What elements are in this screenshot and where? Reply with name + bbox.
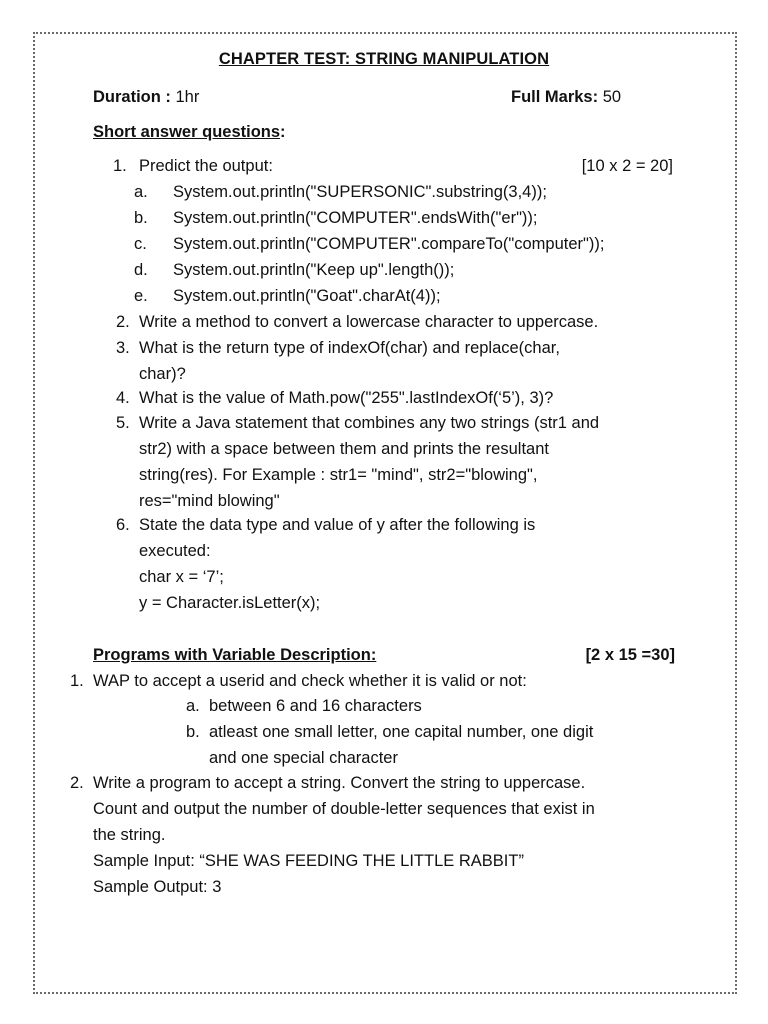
question-5-text-line-2: str2) with a space between them and prints the resultant: [139, 440, 549, 458]
section-a-heading: [93, 119, 286, 145]
question-4-number: 4.: [116, 389, 130, 407]
question-1d-letter: d.: [134, 261, 148, 279]
question-1e-text: System.out.println("Goat".charAt(4));: [173, 287, 441, 305]
program-2-sample-output: Sample Output: 3: [93, 878, 222, 896]
question-1-marks: [10 x 2 = 20]: [581, 157, 673, 175]
question-6-text-line-2: executed:: [139, 542, 211, 560]
program-1a-text: between 6 and 16 characters: [209, 697, 422, 715]
question-1c-text: System.out.println("COMPUTER".compareTo("computer"));: [173, 235, 605, 253]
question-5-text-line-3: string(res). For Example : str1= "mind", str2="blowing",: [139, 466, 538, 484]
question-5-number: 5.: [116, 414, 130, 432]
question-1d-text: System.out.println("Keep up".length());: [173, 261, 455, 279]
question-3-number: 3.: [116, 339, 130, 357]
question-6-number: 6.: [116, 516, 130, 534]
full-marks-value: 50: [598, 88, 622, 106]
duration-row: [93, 84, 199, 110]
page-title: CHAPTER TEST: STRING MANIPULATION: [218, 50, 550, 68]
section-a-heading-text: Short answer questions: [93, 123, 281, 141]
section-b-heading: Programs with Variable Description:: [93, 646, 377, 664]
program-2-sample-input: Sample Input: “SHE WAS FEEDING THE LITTLE RABBIT”: [93, 852, 524, 870]
section-b-marks: [2 x 15 =30]: [585, 646, 675, 664]
program-1-number: 1.: [70, 672, 84, 690]
question-5-text-line-4: res="mind blowing": [139, 492, 280, 510]
section-a-heading-colon: :: [280, 123, 286, 141]
program-1a-letter: a.: [186, 697, 200, 715]
question-3-text-line-2: char)?: [139, 365, 186, 383]
program-1b-text-line-2: and one special character: [209, 749, 398, 767]
question-1e-letter: e.: [134, 287, 148, 305]
program-2-text-line-3: the string.: [93, 826, 166, 844]
program-1b-text-line-1: atleast one small letter, one capital number, one digit: [209, 723, 594, 741]
question-3-text-line-1: What is the return type of indexOf(char) and replace(char,: [139, 339, 560, 357]
question-6-code-line-2: y = Character.isLetter(x);: [139, 594, 321, 612]
question-1b-text: System.out.println("COMPUTER".endsWith("er"));: [173, 209, 538, 227]
full-marks-label: Full Marks:: [511, 88, 599, 106]
program-1-text: WAP to accept a userid and check whether it is valid or not:: [93, 672, 527, 690]
question-2-number: 2.: [116, 313, 130, 331]
question-1-text: Predict the output:: [139, 157, 273, 175]
question-1b-letter: b.: [134, 209, 148, 227]
question-2-text: Write a method to convert a lowercase character to uppercase.: [139, 313, 599, 331]
program-2-text-line-1: Write a program to accept a string. Convert the string to uppercase.: [93, 774, 586, 792]
duration-label: Duration :: [93, 88, 171, 106]
question-5-text-line-1: Write a Java statement that combines any two strings (str1 and: [139, 414, 600, 432]
question-6-text-line-1: State the data type and value of y after the following is: [139, 516, 536, 534]
program-1b-letter: b.: [186, 723, 200, 741]
question-1c-letter: c.: [134, 235, 147, 253]
program-2-number: 2.: [70, 774, 84, 792]
question-6-code-line-1: char x = ‘7’;: [139, 568, 224, 586]
full-marks-row: [511, 84, 621, 110]
question-1a-letter: a.: [134, 183, 148, 201]
question-1a-text: System.out.println("SUPERSONIC".substring(3,4));: [173, 183, 547, 201]
question-4-text: What is the value of Math.pow("255".lastIndexOf(‘5’), 3)?: [139, 389, 554, 407]
question-1-number: 1.: [113, 157, 127, 175]
program-2-text-line-2: Count and output the number of double-letter sequences that exist in: [93, 800, 595, 818]
duration-value: 1hr: [170, 88, 200, 106]
